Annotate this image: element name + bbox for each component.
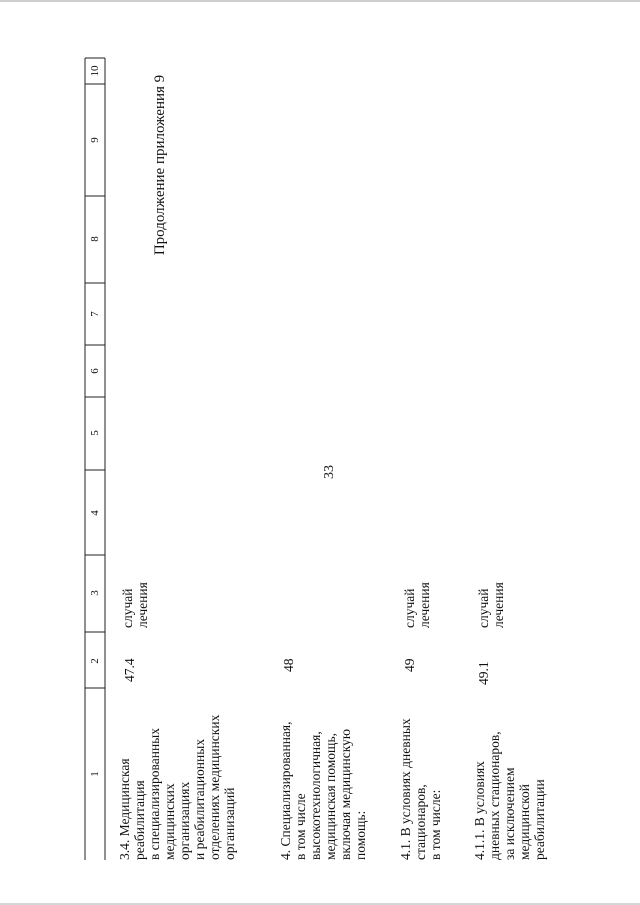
row-name: 4.1. В условиях дневных стационаров, в том числе: (398, 718, 443, 860)
col-header-3: 3 (89, 590, 101, 596)
col-header-2: 2 (89, 658, 101, 664)
row-unit: случай лечения (120, 582, 150, 628)
row-name: 4. Специализированная, в том числе высокотехнологичная, медицинская помощь, включая медицинскую помощь: (278, 721, 368, 860)
row-unit: случай лечения (476, 582, 506, 628)
col-header-1: 1 (89, 771, 101, 777)
row-code: 49.1 (476, 661, 491, 685)
page-number: 33 (322, 465, 337, 479)
col-header-8: 8 (89, 236, 101, 242)
continuation-label: Продолжение приложения 9 (152, 74, 168, 256)
col-header-7: 7 (89, 311, 101, 317)
row-name: 4.1.1. В условиях дневных стационаров, за исключением медицинской реабилитации (472, 731, 547, 860)
col-header-5: 5 (89, 430, 101, 436)
col-header-6: 6 (89, 368, 101, 374)
col-header-9: 9 (89, 137, 101, 143)
row-unit: случай лечения (402, 582, 432, 628)
row-code: 49 (402, 658, 417, 672)
row-code: 47.4 (122, 658, 137, 682)
row-code: 48 (281, 658, 296, 672)
row-name: 3.4. Медицинская реабилитация в специализированных медицинских организациях и реабилитационных отделениях медицинских организаций (117, 714, 237, 860)
col-header-10: 10 (89, 65, 101, 77)
col-header-4: 4 (89, 510, 101, 516)
